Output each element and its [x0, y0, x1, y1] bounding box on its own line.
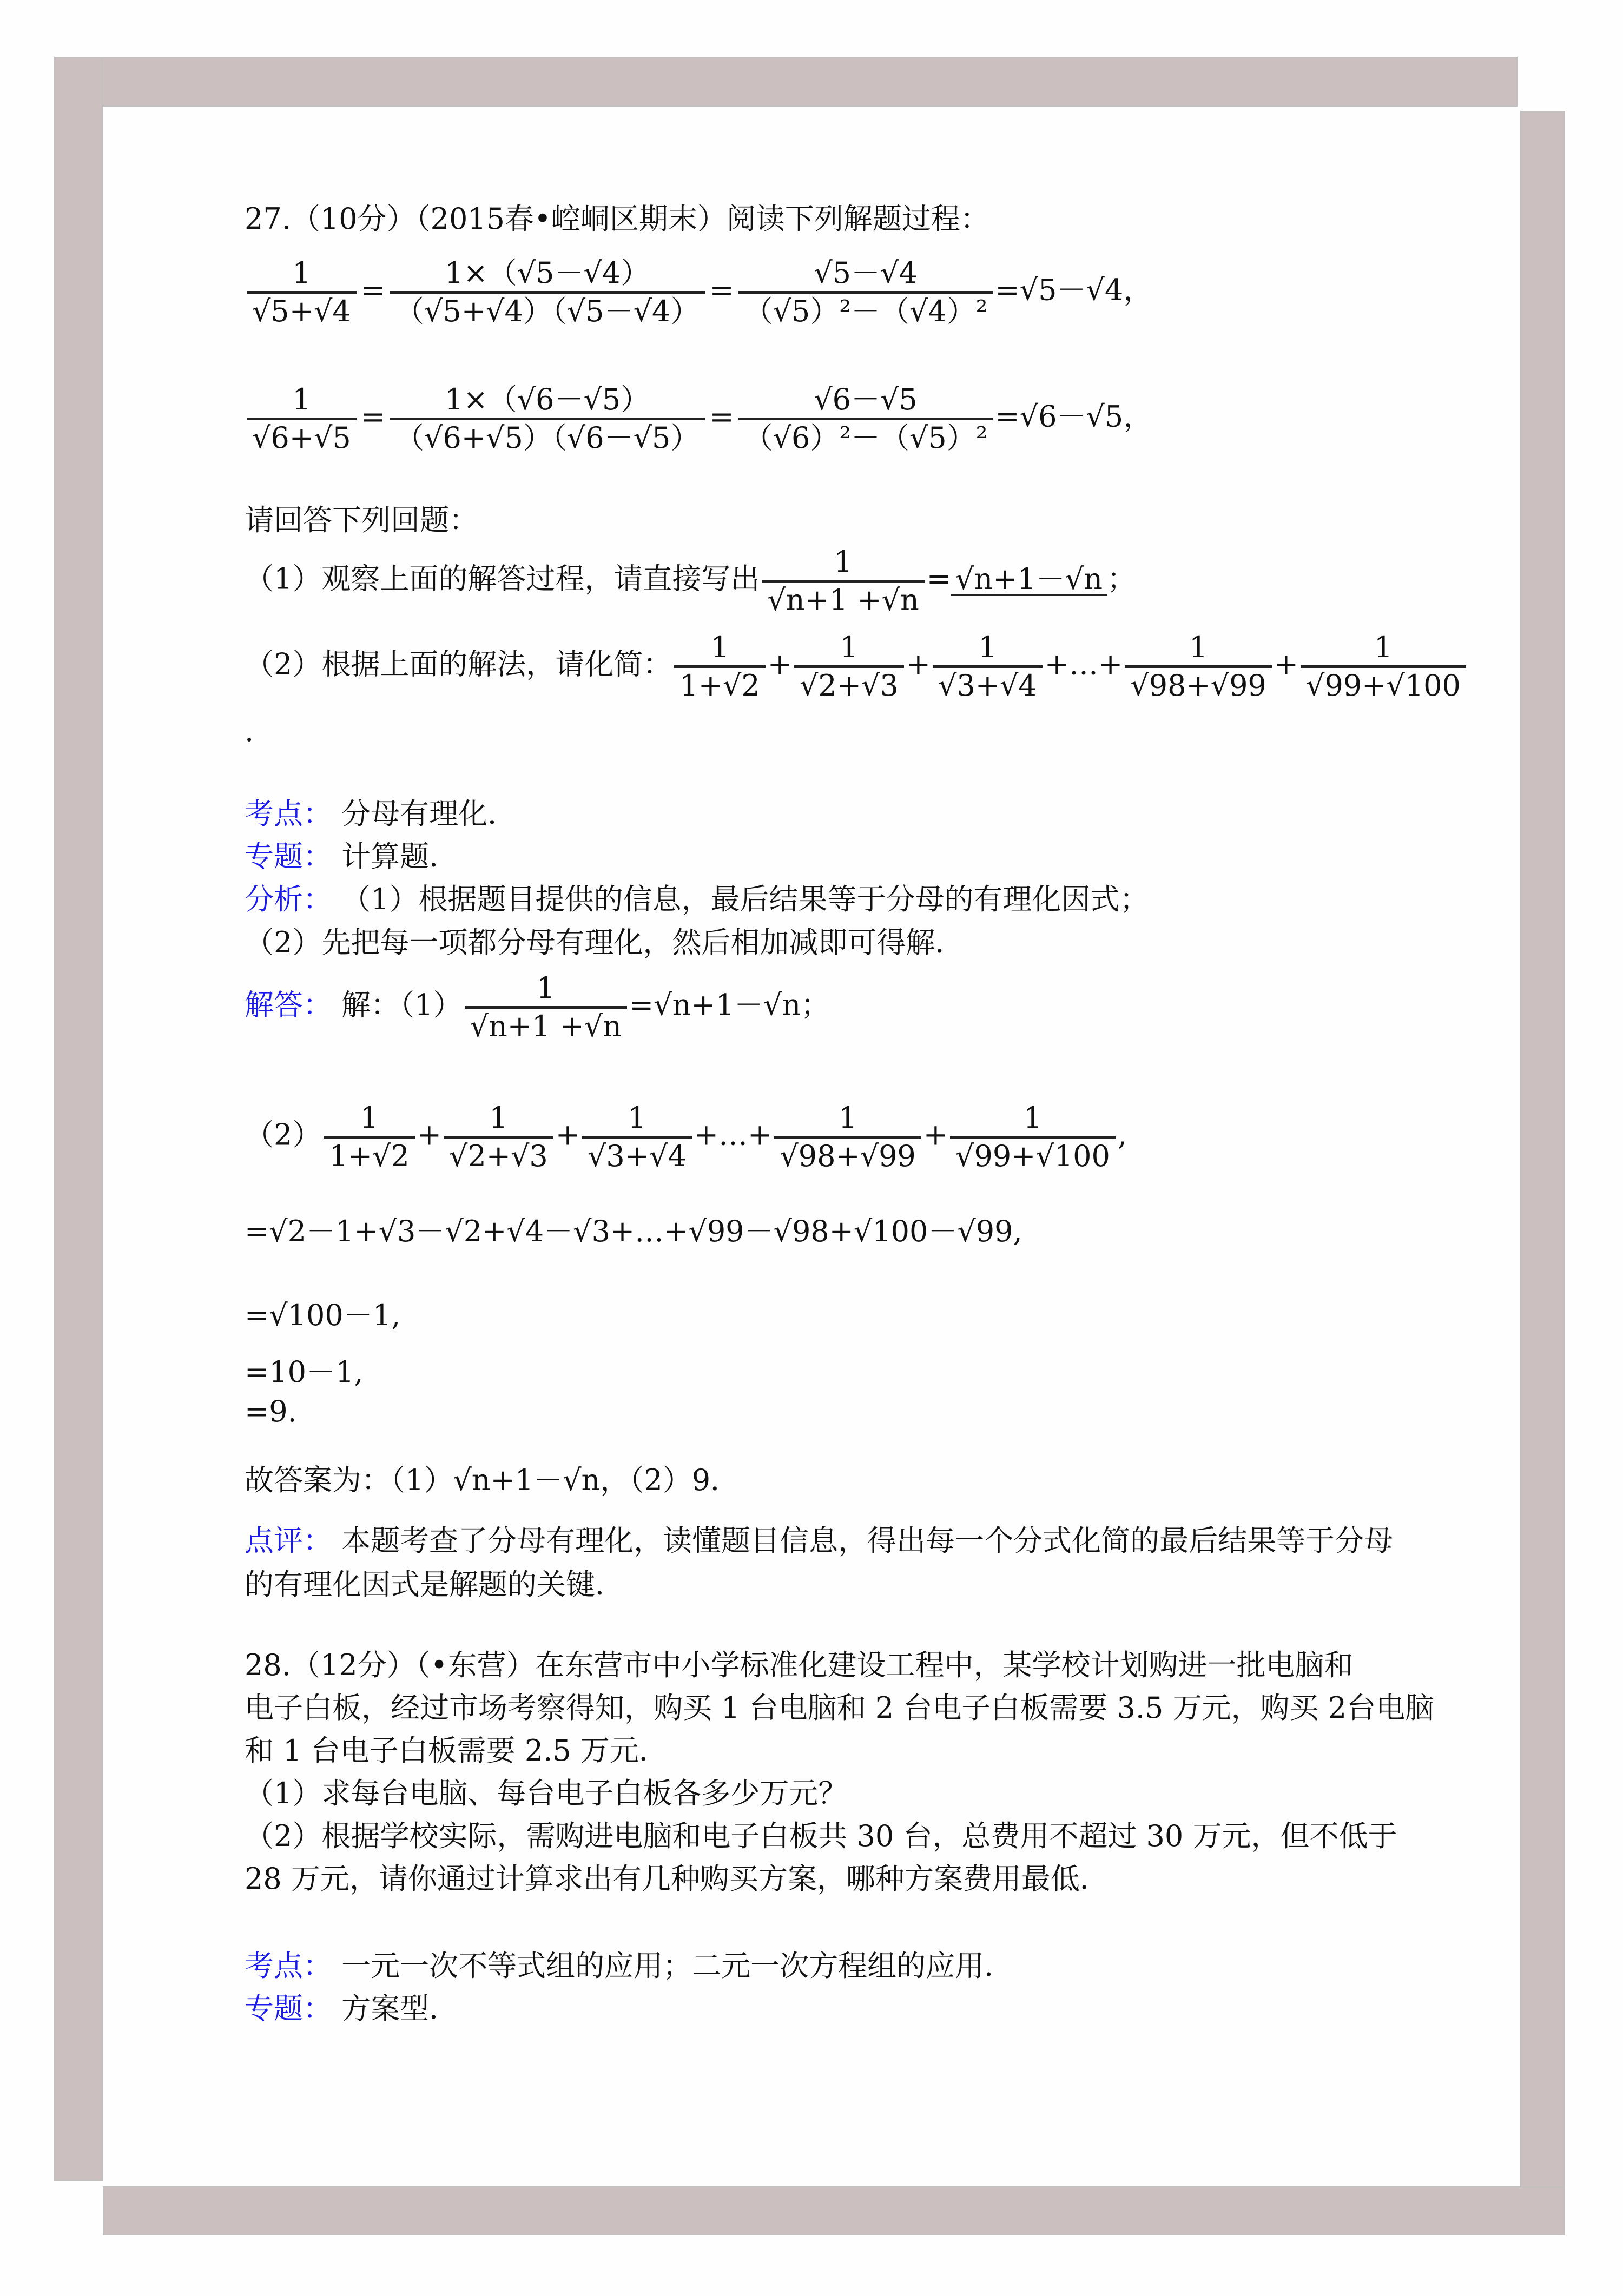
q28-line-3: 和 1 台电子白板需要 2.5 万元． — [245, 1733, 668, 1768]
fraction: $\frac{1}{1+√2}$ — [674, 633, 765, 700]
kaodian-label: 考点： — [245, 797, 332, 831]
q27-zhuanti: 专题： 计算题． — [245, 839, 459, 874]
fraction: $\frac{1}{√n+1 +√n}$ — [762, 547, 924, 615]
q28-zhuanti: 专题： 方案型． — [245, 1991, 459, 2026]
q27-dianping: 点评： 本题考查了分母有理化，读懂题目信息，得出每一个分式化简的最后结果等于分母 — [245, 1524, 1394, 1558]
q28-line-1: 28.（12分）（•东营）在东营市中小学标准化建设工程中，某学校计划购进一批电脑和 — [245, 1648, 1354, 1682]
q28-line-2: 电子白板，经过市场考察得知，购买 1 台电脑和 2 台电子白板需要 3.5 万元，购买 2台电脑 — [245, 1691, 1435, 1725]
fraction: $\frac{1}{√99+√100}$ — [950, 1103, 1116, 1171]
q27-jieda-2-line4: =10－1, — [245, 1355, 364, 1389]
frame-left — [54, 57, 103, 2181]
q27-equation-2: $\frac{1}{√6+√5}$ = $\frac{1\times(√6-√5)}{(√6+√5)(√6-√5)}$ = $\frac{√6-√5}{\text{（√6）²－（√5）²}}$ =√6－√5， — [245, 385, 1152, 453]
fraction: $\frac{1}{√2+√3}$ — [794, 633, 904, 700]
fraction: $\frac{1}{√98+√99}$ — [774, 1103, 921, 1171]
q27-part-2: （2）根据上面的解法，请化简： $\frac{1}{1+√2}$ + $\frac{1}{√2+√3}$ + $\frac{1}{√3+√4}$ +…+ $\frac{1}{√98+√99}$ + $\frac{1}{√99+√100}$ — [245, 633, 1468, 700]
kaodian-label: 考点： — [245, 1949, 332, 1983]
fraction: $\frac{1}{√5+√4}$ — [247, 259, 357, 326]
q27-final-answer: 故答案为：（1）√n+1－√n，（2）9． — [245, 1463, 740, 1497]
q27-kaodian: 考点： 分母有理化． — [245, 797, 517, 831]
fraction: $\frac{1\times(√5-√4)}{(√5+√4)(√5-√4)}$ — [390, 259, 705, 326]
answer-blank: √n+1－√n — [951, 565, 1107, 596]
jieda-label: 解答： — [245, 988, 332, 1022]
fraction: $\frac{√6-√5}{\text{（√6）²－（√5）²}}$ — [738, 385, 993, 453]
zhuanti-label: 专题： — [245, 1991, 332, 2026]
fraction: $\frac{1}{√99+√100}$ — [1301, 633, 1466, 700]
fraction: $\frac{1}{√98+√99}$ — [1125, 633, 1272, 700]
q27-jieda-2-line5: =9. — [245, 1394, 297, 1428]
frame-bottom — [103, 2186, 1565, 2235]
q27-jieda-2-line2: =√2－1+√3－√2+√4－√3+…+√99－√98+√100－√99, — [245, 1214, 1022, 1248]
fraction: $\frac{√5-√4}{\text{（√5）²－（√4）²}}$ — [738, 259, 993, 326]
q27-dianping-2: 的有理化因式是解题的关键． — [245, 1567, 624, 1602]
fraction: $\frac{1\times(√6-√5)}{(√6+√5)(√6-√5)}$ — [390, 385, 705, 453]
q28-part-2-cont: 28 万元，请你通过计算求出有几种购买方案，哪种方案费用最低． — [245, 1862, 1109, 1896]
q28-kaodian: 考点： 一元一次不等式组的应用；二元一次方程组的应用． — [245, 1949, 1014, 1983]
fraction: $\frac{1}{√3+√4}$ — [933, 633, 1043, 700]
q27-jieda-2: （2） $\frac{1}{1+√2}$ + $\frac{1}{√2+√3}$ + $\frac{1}{√3+√4}$ +…+ $\frac{1}{√98+√99}$ + $\frac{1}{√99+√100}$ , — [245, 1101, 1127, 1173]
fraction: $\frac{1}{√n+1 +√n}$ — [465, 974, 627, 1041]
fraction: $\frac{1}{√3+√4}$ — [582, 1103, 692, 1171]
q27-part-1: （1）观察上面的解答过程，请直接写出 $\frac{1}{√n+1 +√n}$ = √n+1－√n ； — [245, 545, 1136, 617]
q27-fenxi-2: （2）先把每一项都分母有理化，然后相加减即可得解． — [245, 925, 965, 960]
q27-equation-1: $\frac{1}{√5+√4}$ = $\frac{1\times(√5-√4)}{(√5+√4)(√5-√4)}$ = $\frac{√5-√4}{\text{（√5）²－（√4）²}}$ =√5－√4， — [245, 259, 1152, 326]
q27-jieda-1: 解答： 解：（1） $\frac{1}{√n+1 +√n}$ =√n+1－√n； — [245, 971, 830, 1043]
fraction: $\frac{1}{√6+√5}$ — [247, 385, 357, 453]
fraction: $\frac{1}{√2+√3}$ — [444, 1103, 553, 1171]
q27-part-2-tail: . — [245, 714, 254, 748]
q27-prompt: 请回答下列回题： — [245, 503, 478, 537]
q27-jieda-2-line3: =√100－1, — [245, 1298, 401, 1332]
dianping-label: 点评： — [245, 1524, 332, 1558]
frame-right — [1520, 111, 1565, 2234]
q27-header: 27.（10分）（2015春•崆峒区期末）阅读下列解题过程： — [245, 202, 989, 236]
fraction: $\frac{1}{1+√2}$ — [324, 1103, 414, 1171]
q28-part-1: （1）求每台电脑、每台电子白板各多少万元？ — [245, 1776, 848, 1810]
fenxi-label: 分析： — [245, 882, 332, 916]
frame-top — [54, 57, 1518, 107]
zhuanti-label: 专题： — [245, 839, 332, 874]
q28-part-2: （2）根据学校实际，需购进电脑和电子白板共 30 台，总费用不超过 30 万元，但不低于 — [245, 1819, 1397, 1853]
q27-fenxi: 分析： （1）根据题目提供的信息，最后结果等于分母的有理化因式； — [245, 882, 1149, 916]
